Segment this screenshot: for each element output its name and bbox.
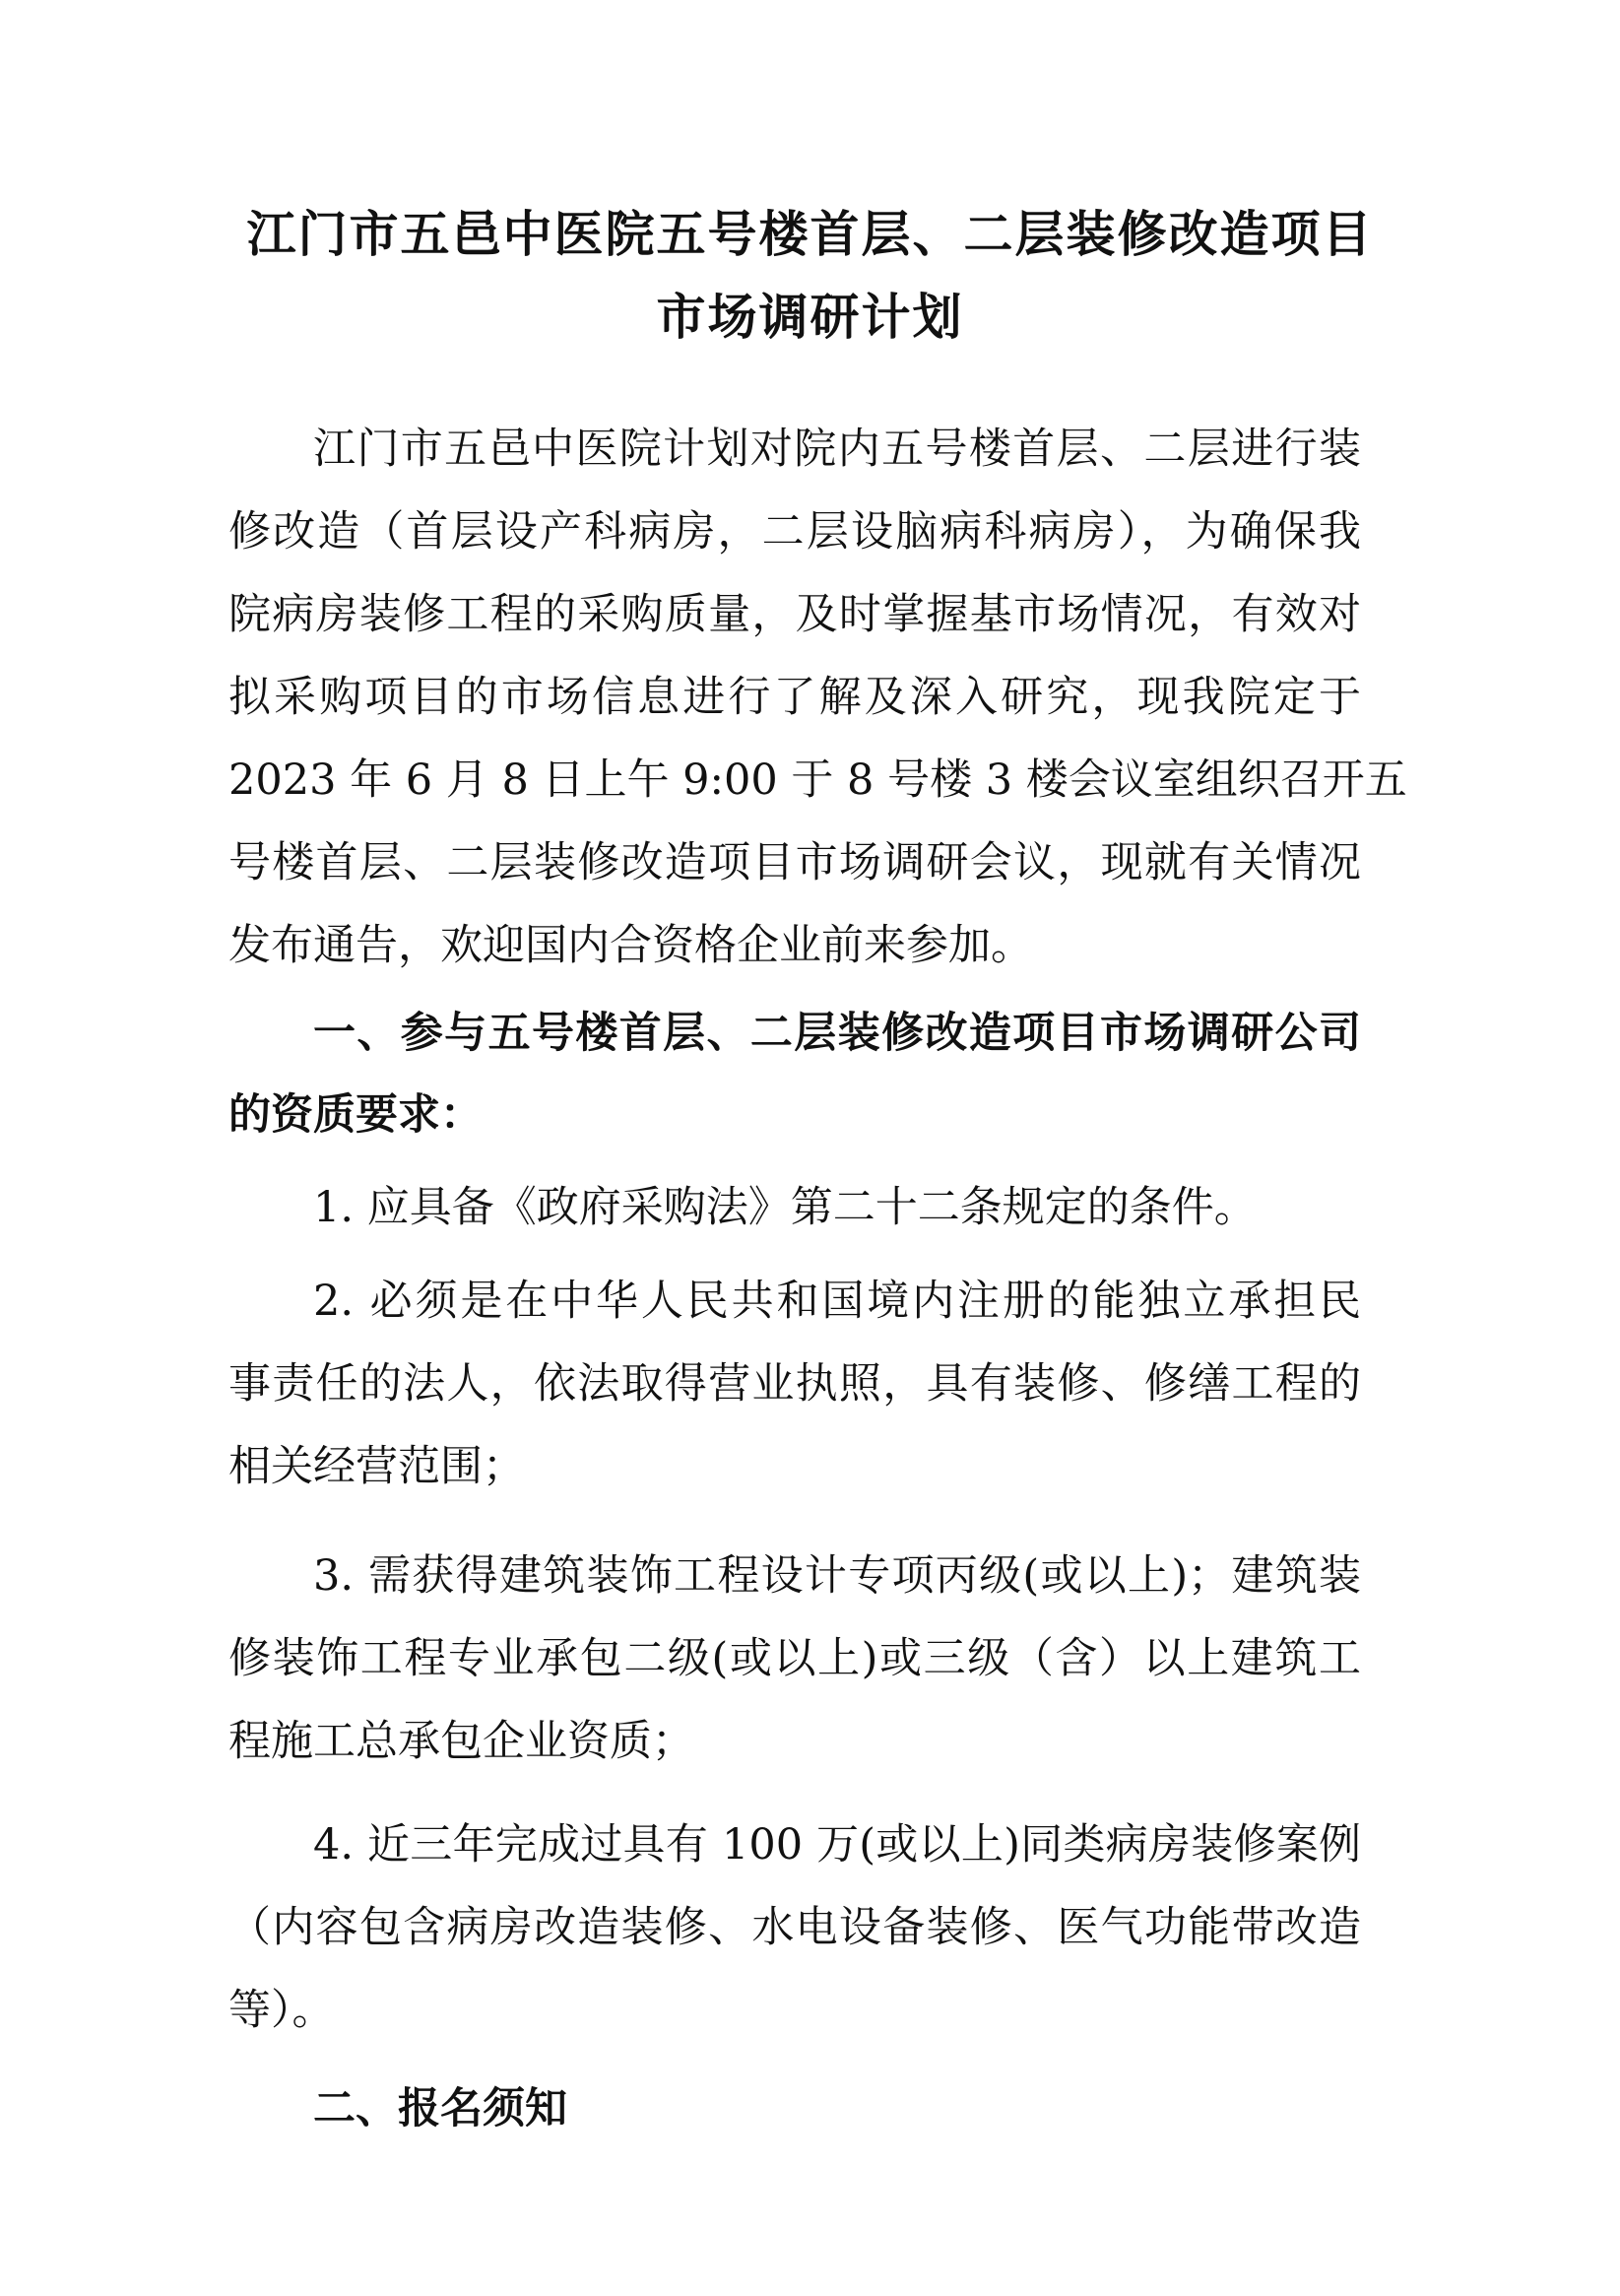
section-1-heading-line-1: 一、参与五号楼首层、二层装修改造项目市场调研公司 — [313, 1009, 1361, 1058]
requirement-2-line-1: 2. 必须是在中华人民共和国境内注册的能独立承担民 — [313, 1277, 1361, 1326]
intro-line-2: 修改造（首层设产科病房，二层设脑病科病房），为确保我 — [228, 507, 1361, 557]
intro-line-6: 号楼首层、二层装修改造项目市场调研会议，现就有关情况 — [228, 838, 1361, 887]
intro-line-7: 发布通告，欢迎国内合资格企业前来参加。 — [228, 921, 1033, 970]
intro-line-5: 2023 年 6 月 8 日上午 9:00 于 8 号楼 3 楼会议室组织召开五 — [228, 755, 1407, 805]
requirement-3-line-1: 3. 需获得建筑装饰工程设计专项丙级(或以上)；建筑装 — [313, 1551, 1361, 1601]
requirement-4-line-1: 4. 近三年完成过具有 100 万(或以上)同类病房装修案例 — [313, 1820, 1361, 1870]
requirement-2-line-3: 相关经营范围； — [228, 1442, 525, 1491]
section-2-heading: 二、报名须知 — [313, 2084, 567, 2133]
requirement-3-line-2: 修装饰工程专业承包二级(或以上)或三级（含）以上建筑工 — [228, 1634, 1361, 1683]
requirement-4-line-3: 等）。 — [228, 1986, 335, 2035]
requirement-4-line-2: （内容包含病房改造装修、水电设备装修、医气功能带改造 — [228, 1903, 1361, 1952]
intro-line-4: 拟采购项目的市场信息进行了解及深入研究，现我院定于 — [228, 673, 1361, 722]
intro-line-1: 江门市五邑中医院计划对院内五号楼首层、二层进行装 — [313, 425, 1361, 474]
document-title-line-2: 市场调研计划 — [656, 289, 964, 346]
requirement-3-line-3: 程施工总承包企业资质； — [228, 1717, 694, 1766]
document-title-line-1: 江门市五邑中医院五号楼首层、二层装修改造项目 — [246, 206, 1374, 263]
section-1-heading-line-2: 的资质要求： — [228, 1090, 483, 1140]
requirement-1-line-1: 1. 应具备《政府采购法》第二十二条规定的条件。 — [313, 1183, 1257, 1232]
intro-line-3: 院病房装修工程的采购质量，及时掌握基市场情况，有效对 — [228, 590, 1361, 639]
requirement-2-line-2: 事责任的法人，依法取得营业执照，具有装修、修缮工程的 — [228, 1359, 1361, 1409]
